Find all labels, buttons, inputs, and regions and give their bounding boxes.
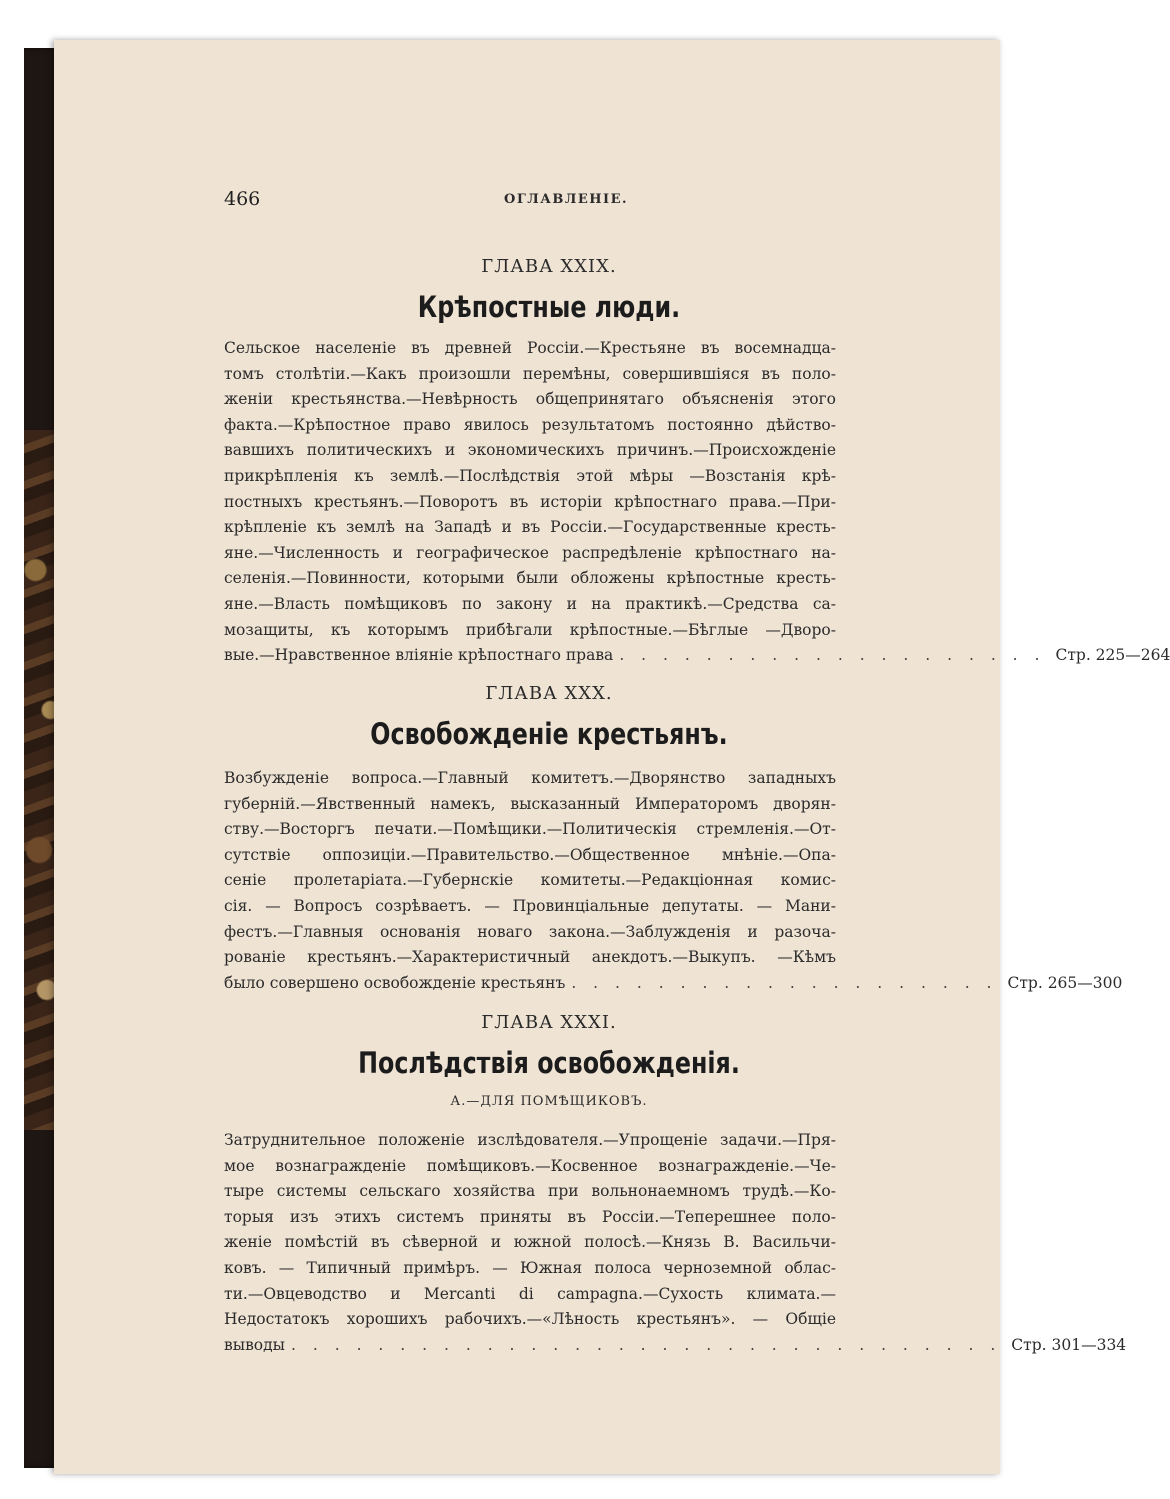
summary-line: было совершено освобожденіе крестьянъ [224,973,566,992]
summary-line: яне.—Численность и географическое распредѣленіе крѣпостнаго на- [224,543,836,562]
summary-line: рованіе крестьянъ.—Характеристичный анекдотъ.—Выкупъ. —Кѣмъ [224,948,836,967]
summary-line: сутствіе оппозиціи.—Правительство.—Общественное мнѣніе.—Опа- [224,845,836,864]
summary-line: постныхъ крестьянъ.—Поворотъ въ исторіи крѣпостнаго права.—При- [224,492,836,511]
chapter-title: Послѣдствія освобожденія. [358,1046,740,1080]
summary-line: факта.—Крѣпостное право явилось результатомъ постоянно дѣйство- [224,415,836,434]
chapter-summary [224,1128,1127,1358]
chapter-title: Крѣпостные люди. [417,290,681,324]
summary-line: крѣпленіе къ землѣ на Западѣ и въ Россіи.—Государственные кресть- [224,518,836,537]
chapter-summary [224,766,1123,996]
summary-line: выводы [224,1335,286,1354]
summary-line: фестъ.—Главныя основанія новаго закона.—Заблужденія и разоча- [224,922,836,941]
dot-leader: . . . . . . . . . . . . . . . . . . . . . . . . . . . . . . . . . [291,1335,1002,1354]
summary-line: торыя изъ этихъ системъ приняты въ Россіи.—Теперешнее поло- [224,1207,836,1226]
summary-line: женіе помѣстій въ сѣверной и южной полосѣ.—Князь В. Васильчи- [224,1233,836,1252]
page-range: Стр. 225—264 [1055,646,1170,665]
chapter-title: Освобожденіе крестьянъ. [370,717,728,751]
summary-line: сія. — Вопросъ созрѣваетъ. — Провинціальные депутаты. — Мани- [224,896,836,915]
chapter-label: ГЛАВА XXXI. [481,1012,617,1033]
summary-line: ству.—Восторгъ печати.—Помѣщики.—Политическія стремленія.—От- [224,820,836,839]
book-page [54,40,1170,1474]
summary-line: Затруднительное положеніе изслѣдователя.—Упрощеніе задачи.—Пря- [224,1131,836,1149]
summary-line: ковъ. — Типичный примѣръ. — Южная полоса черноземной облас- [224,1258,836,1277]
summary-line: женіи крестьянства.—Невѣрность общепринятаго объясненія этого [224,390,836,409]
summary-line: вавшихъ политическихъ и экономическихъ причинъ.—Происхожденіе [224,441,836,460]
summary-line: сеніе пролетаріата.—Губернскіе комитеты.—Редакціонная комис- [224,871,836,890]
summary-line: прикрѣпленія къ землѣ.—Послѣдствія этой мѣры —Возстанія крѣ- [224,466,836,485]
summary-line: вые.—Нравственное вліяніе крѣпостнаго права [224,646,614,665]
page-range: Стр. 265—300 [1007,973,1123,992]
page-content [54,40,1170,1474]
summary-last-line [224,1333,1127,1359]
dot-leader: . . . . . . . . . . . . . . . . . . . . [571,973,998,992]
summary-line: тыре системы сельскаго хозяйства при вольнонаемномъ трудѣ.—Ко- [224,1182,836,1201]
page-number: 466 [224,188,261,210]
summary-line: яне.—Власть помѣщиковъ по закону и на практикѣ.—Средства са- [224,594,836,613]
summary-line: губерній.—Явственный намекъ, высказанный Императоромъ дворян- [224,794,836,813]
summary-last-line [224,971,1123,997]
page-range: Стр. 301—334 [1011,1335,1127,1354]
summary-line: ти.—Овцеводство и Mercanti di campagna.—Сухость климата.— [224,1284,836,1303]
chapter-label: ГЛАВА XXX. [485,683,613,704]
summary-line: мозащиты, къ которымъ прибѣгали крѣпостные.—Бѣглые —Дворо- [224,620,836,639]
summary-line: томъ столѣтіи.—Какъ произошли перемѣны, совершившіяся въ поло- [224,364,836,383]
chapter-summary [224,336,1170,669]
chapter-label: ГЛАВА XXIX. [481,256,617,277]
running-title: ОГЛАВЛЕНІЕ. [504,192,629,207]
subsection-heading: А.—ДЛЯ ПОМѢЩИКОВЪ. [450,1094,648,1109]
summary-line: Сельское населеніе въ древней Россіи.—Крестьяне въ восемнадца- [224,339,836,357]
summary-line: селенія.—Повинности, которыми были обложены крѣпостные кресть- [224,569,836,588]
dot-leader: . . . . . . . . . . . . . . . . . . . . [619,646,1046,665]
summary-line: Недостатокъ хорошихъ рабочихъ.—«Лѣность крестьянъ». — Общіе [224,1310,836,1329]
summary-line: Возбужденіе вопроса.—Главный комитетъ.—Дворянство западныхъ [224,769,836,787]
running-head [224,188,874,218]
summary-last-line [224,643,1170,669]
summary-line: мое вознагражденіе помѣщиковъ.—Косвенное вознагражденіе.—Че- [224,1156,836,1175]
